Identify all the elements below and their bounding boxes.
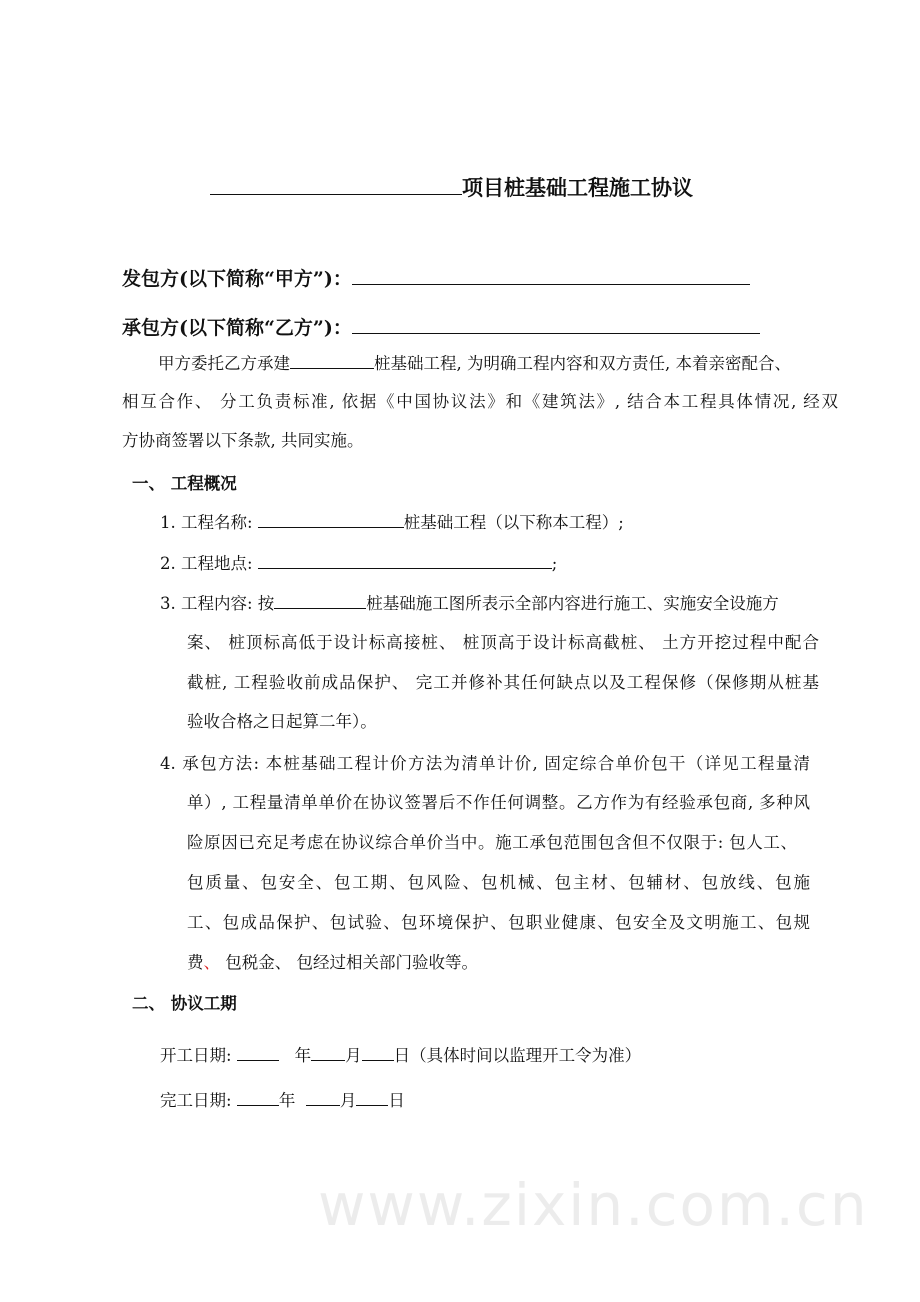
- item-3: [160, 592, 779, 615]
- item-1: [160, 511, 624, 534]
- text: 月: [339, 1091, 357, 1110]
- blank: [290, 352, 374, 369]
- text: 月: [345, 1046, 362, 1065]
- party-b-line: [122, 313, 760, 339]
- title-text: 项目桩基础工程施工协议: [462, 175, 693, 200]
- text: 甲方委托乙方承建: [158, 354, 290, 373]
- watermark: www.zixin.com.cn: [318, 1171, 869, 1239]
- red-mark: 、: [203, 953, 220, 972]
- text: 桩基础施工图所表示全部内容进行施工、实施安全设施方: [366, 594, 779, 613]
- blank-month: [311, 1044, 345, 1061]
- text: 桩基础工程, 为明确工程内容和双方责任, 本着亲密配合、: [374, 354, 791, 373]
- label: 开工日期:: [160, 1046, 237, 1065]
- text: 3. 工程内容: 按: [160, 594, 275, 613]
- section-2-heading: 二、 协议工期: [132, 994, 237, 1013]
- label: 完工日期:: [160, 1091, 237, 1110]
- blank-year: [237, 1089, 279, 1106]
- item-3-line-2: 案、 桩顶标高低于设计标高接桩、 桩顶高于设计标高截桩、 土方开挖过程中配合: [187, 633, 819, 652]
- text: ;: [551, 554, 558, 573]
- text: 费: [187, 953, 204, 972]
- party-b-label: 承包方(以下简称“乙方”)：: [122, 317, 352, 339]
- blank-month: [306, 1089, 340, 1106]
- document-title: [210, 174, 693, 199]
- party-a-label: 发包方(以下简称“甲方”)：: [122, 268, 352, 290]
- blank-project-name: [210, 174, 462, 195]
- text: 2. 工程地点:: [160, 554, 253, 573]
- text: 桩基础工程（以下称本工程）;: [403, 513, 624, 532]
- intro-line-3: 方协商签署以下条款, 共同实施。: [122, 431, 364, 450]
- section-1-heading: 一、 工程概况: [132, 474, 237, 493]
- item-4-line-1: 4. 承包方法: 本桩基础工程计价方法为清单计价, 固定综合单价包干（详见工程量清: [160, 754, 810, 773]
- text: 1. 工程名称:: [160, 513, 253, 532]
- item-4-line-6: [187, 952, 478, 974]
- item-4-line-2: 单）, 工程量清单单价在协议签署后不作任何调整。乙方作为有经验承包商, 多种风: [187, 793, 810, 812]
- blank-party-b: [352, 313, 760, 334]
- text: 年: [278, 1091, 296, 1110]
- item-2: [160, 552, 557, 575]
- blank-party-a: [352, 264, 750, 285]
- text: 日（具体时间以监理开工令为准）: [393, 1046, 642, 1065]
- text: 包税金、 包经过相关部门验收等。: [220, 953, 478, 972]
- intro-line-2: 相互合作、 分工负责标准, 依据《中国协议法》和《建筑法》, 结合本工程具体情况, 经双: [122, 392, 838, 411]
- blank-day: [356, 1089, 388, 1106]
- party-a-line: [122, 264, 750, 290]
- blank-year: [237, 1044, 279, 1061]
- item-4-line-5: 工、包成品保护、包试验、包环境保护、包职业健康、包安全及文明施工、包规: [187, 913, 810, 932]
- blank: [258, 552, 552, 569]
- item-4-line-4: 包质量、包安全、包工期、包风险、包机械、包主材、包辅材、包放线、包施: [187, 873, 810, 892]
- start-date-line: [160, 1044, 641, 1067]
- item-4-line-3: 险原因已充足考虑在协议综合单价当中。施工承包范围包含但不仅限于: 包人工、: [187, 833, 797, 852]
- end-date-line: [160, 1089, 405, 1112]
- blank-day: [362, 1044, 394, 1061]
- intro-line-1: [158, 352, 791, 375]
- text: 日: [388, 1091, 405, 1110]
- item-3-line-3: 截桩, 工程验收前成品保护、 完工并修补其任何缺点以及工程保修（保修期从桩基: [187, 673, 819, 692]
- blank: [274, 592, 366, 609]
- item-3-line-4: 验收合格之日起算二年）。: [187, 712, 377, 731]
- text: 年: [294, 1046, 312, 1065]
- blank: [258, 511, 404, 528]
